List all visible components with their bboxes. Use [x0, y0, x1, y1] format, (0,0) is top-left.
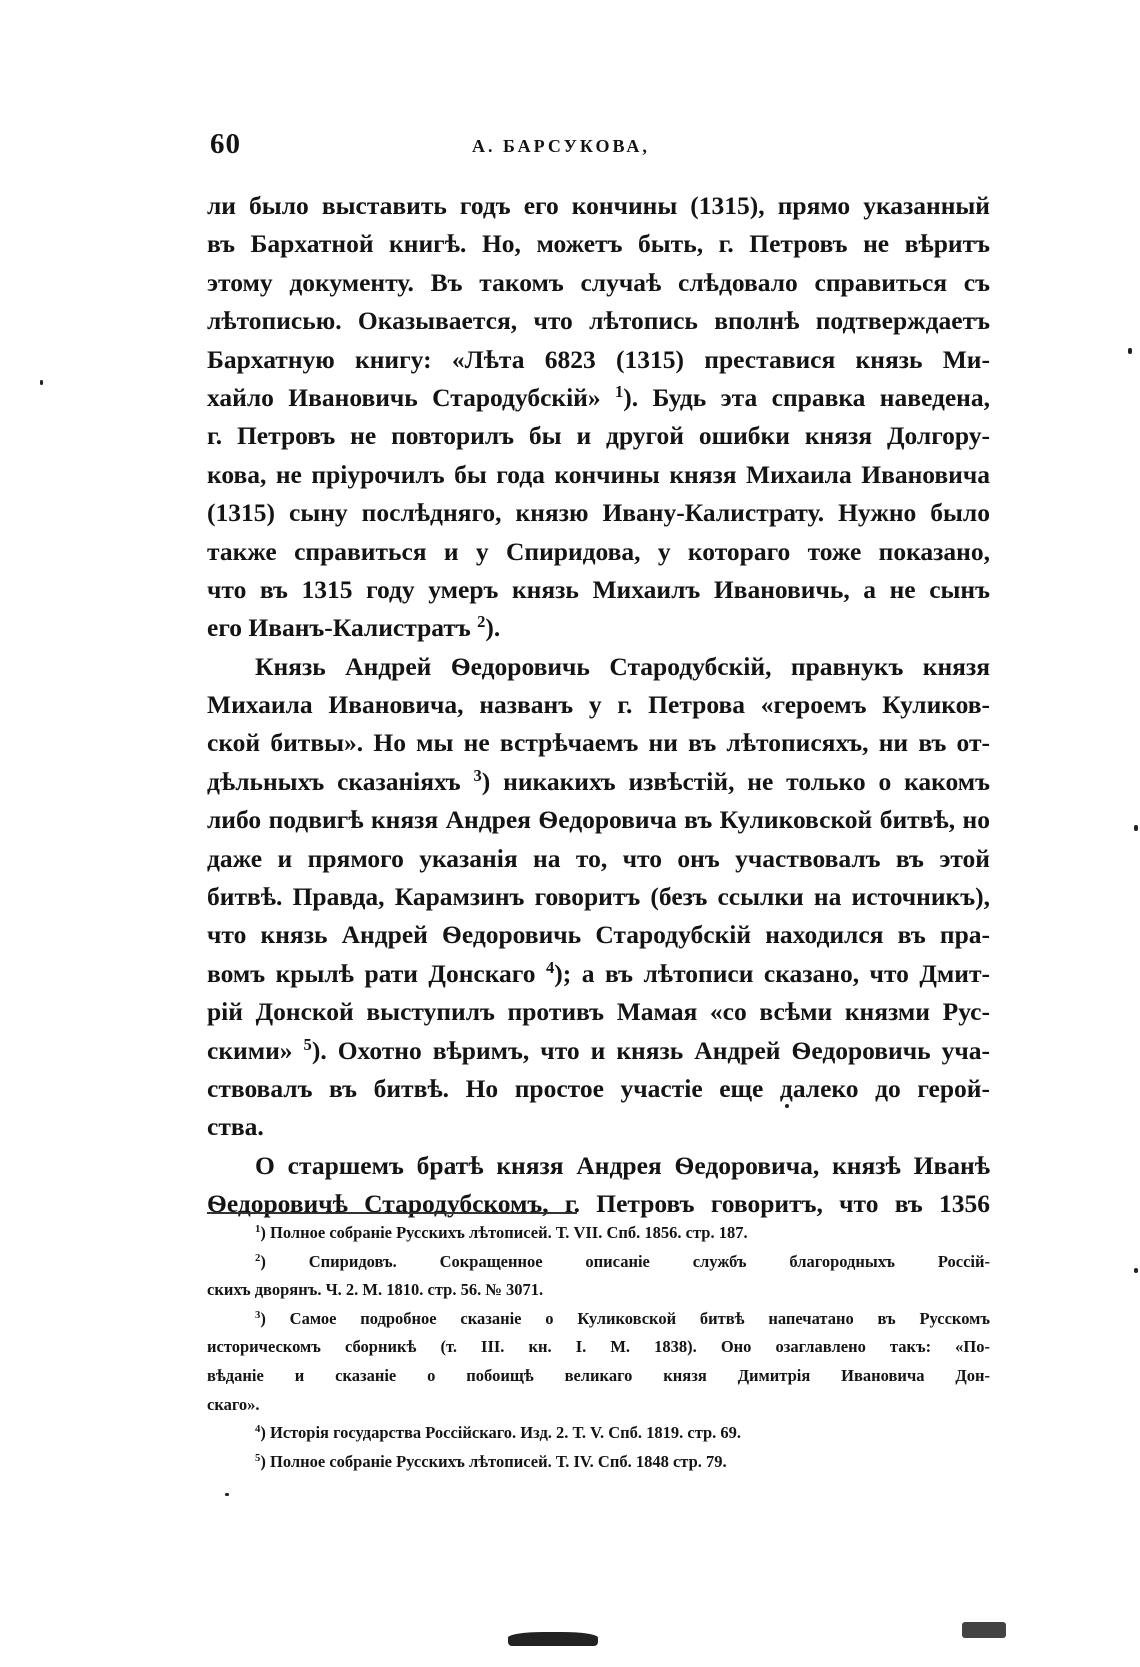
text-line: въ Бархатной книгѣ. Но, можетъ быть, г. Петровъ не вѣритъ [207, 229, 990, 259]
text-line: Бархатную книгу: «Лѣта 6823 (1315) преставися князь Ми- [207, 344, 990, 374]
text-line: дѣльныхъ сказаніяхъ $^3$) никакихъ извѣстій, не только о какомъ [207, 765, 990, 796]
footnote-continuation: историческомъ сборникѣ (т. III. кн. I. М. 1838). Оно озаглавлено такъ: «По- [207, 1337, 990, 1357]
page-number: 60 [210, 128, 241, 160]
body-text [207, 187, 990, 1224]
footnote-number: 2 [255, 1251, 261, 1264]
text-line: что князь Андрей Ѳедоровичь Стародубскій находился въ пра- [207, 920, 990, 950]
running-title: А. БАРСУКОВА, [472, 136, 650, 156]
text-line: даже и прямого указанія на то, что онъ участвовалъ въ этой [207, 843, 990, 873]
footnote: $^4$) Исторія государства Россійскаго. Изд. 2. Т. V. Спб. 1819. стр. 69. [255, 1423, 742, 1443]
text-line: его Иванъ-Калистратъ $^2$). [207, 612, 501, 643]
footnote-continuation: вѣданіе и сказаніе о побоищѣ великаго князя Димитрія Ивановича Дон- [207, 1365, 990, 1385]
text-line: Ѳедоровичѣ Стародубскомъ, г. Петровъ говоритъ, что въ 1356 [207, 1189, 990, 1219]
text-line: хайло Ивановичь Стародубскій» $^1$). Будь эта справка наведена, [207, 381, 990, 412]
footnote-mark: 1 [615, 381, 624, 401]
footnotes [207, 1219, 990, 1476]
footnote: $^2$) Спиридовъ. Сокращенное описаніе службъ благородныхъ Россій- [255, 1251, 991, 1271]
text-line: этому документу. Въ такомъ случаѣ слѣдовало справиться съ [207, 267, 990, 297]
text-line: скими» $^5$). Охотно вѣримъ, что и князь Андрей Ѳедоровичь уча- [207, 1034, 991, 1065]
footnote: $^3$) Самое подробное сказаніе о Куликовской битвѣ напечатано въ Русскомъ [255, 1308, 990, 1328]
scan-smudge [508, 1632, 598, 1646]
scan-smudge [962, 1622, 1006, 1638]
footnote: $^1$) Полное собраніе Русскихъ лѣтописей. Т. VII. Спб. 1856. стр. 187. [255, 1223, 748, 1242]
footnote-mark: 2 [477, 612, 486, 632]
text-line: ствовалъ въ битвѣ. Но простое участіе еще далеко до герой- [207, 1073, 990, 1103]
text-line: либо подвигѣ князя Андрея Ѳедоровича въ Куликовской битвѣ, но [207, 805, 990, 835]
scan-speck [40, 380, 43, 385]
text-line: ства. [207, 1112, 264, 1142]
text-line: что въ 1315 году умеръ князь Михаилъ Ивановичь, а не сынъ [207, 574, 990, 604]
scan-speck [1128, 348, 1132, 354]
text-line: битвѣ. Правда, Карамзинъ говоритъ (безъ ссылки на источникъ), [207, 882, 990, 912]
text-line: Михаила Ивановича, названъ у г. Петрова «героемъ Куликов- [207, 690, 990, 720]
text-line: г. Петровъ не повторилъ бы и другой ошибки князя Долгору- [207, 421, 990, 451]
footnote-mark: 5 [303, 1034, 312, 1054]
page-header [210, 128, 992, 168]
footnote-number: 4 [255, 1423, 261, 1436]
footnote-mark: 4 [545, 957, 555, 977]
footnote-continuation: скаго». [207, 1394, 260, 1414]
footnote-number: 3 [255, 1308, 261, 1321]
footnote-divider [207, 1212, 577, 1214]
text-line: рій Донской выступилъ противъ Мамая «со всѣми князми Рус- [207, 997, 990, 1027]
scan-speck [1134, 1268, 1138, 1273]
text-line: (1315) сыну послѣдняго, князю Ивану-Калистрату. Нужно было [207, 498, 990, 528]
text-line: вомъ крылѣ рати Донскаго $^4$); а въ лѣтописи сказано, что Дмит- [207, 957, 990, 988]
text-line: ской битвы». Но мы не встрѣчаемъ ни въ лѣтописяхъ, ни въ от- [207, 728, 990, 758]
footnote: $^5$) Полное собраніе Русскихъ лѣтописей. Т. IV. Спб. 1848 стр. 79. [255, 1451, 727, 1471]
footnote-number: 1 [255, 1223, 261, 1236]
scan-speck [1134, 825, 1138, 831]
paragraph-start-line: Князь Андрей Ѳедоровичь Стародубскій, правнукъ князя [255, 651, 990, 681]
text-line: также справиться и у Спиридова, у котораго тоже показано, [207, 536, 990, 566]
footnote-mark: 3 [473, 765, 482, 785]
scan-speck [225, 1493, 229, 1496]
text-line: ли было выставить годъ его кончины (1315), прямо указанный [207, 191, 990, 220]
footnote-continuation: скихъ дворянъ. Ч. 2. М. 1810. стр. 56. № 3071. [207, 1280, 544, 1300]
paragraph-start-line: О старшемъ братѣ князя Андрея Ѳедоровича, князѣ Иванѣ [255, 1150, 990, 1180]
text-line: кова, не пріурочилъ бы года кончины князя Михаила Ивановича [207, 459, 990, 489]
scan-speck [785, 1104, 789, 1108]
footnote-number: 5 [255, 1451, 261, 1464]
text-line: лѣтописью. Оказывается, что лѣтопись вполнѣ подтверждаетъ [207, 306, 990, 336]
